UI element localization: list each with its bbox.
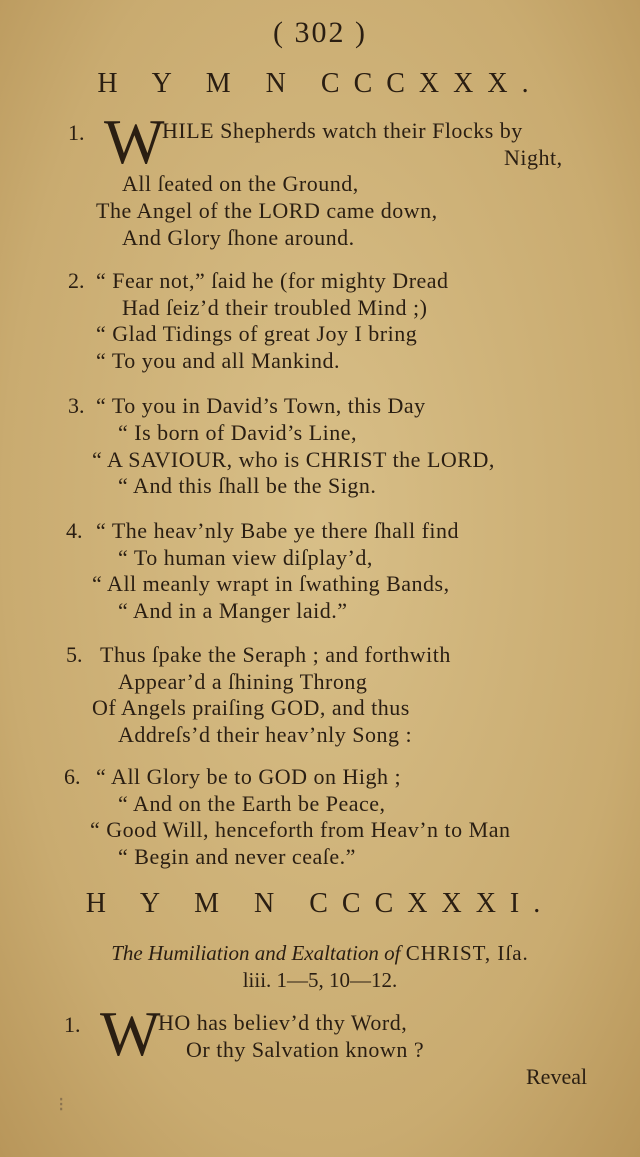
subtitle-italic: The Humiliation and Exaltation of [111, 941, 401, 965]
verse-line: HO has believ’d thy Word, [158, 1010, 408, 1035]
drop-cap: W [100, 998, 161, 1069]
verse-line: All ſeated on the Ground, [122, 171, 359, 196]
hymn-330-title: H Y M N CCCXXX. [97, 68, 543, 99]
verse-line: “ And this ſhall be the Sign. [118, 473, 377, 498]
catchword: Reveal [526, 1064, 588, 1089]
verse-line: “ Good Will, henceforth from Heav’n to Man [90, 817, 511, 842]
verse-line: “ All meanly wrapt in ſwathing Bands, [92, 571, 450, 596]
verse-line: “ Is born of David’s Line, [118, 420, 358, 445]
verse-line: “ A SAVIOUR, who is CHRIST the LORD, [92, 447, 495, 472]
verse-line: “ Fear not,” ſaid he (for mighty Dread [96, 268, 449, 293]
verse-number: 2. [68, 268, 85, 293]
hymn-331-scripture-reference: liii. 1—5, 10—12. [242, 968, 398, 992]
verse-line: Addreſs’d their heav’nly Song : [118, 722, 413, 747]
verse-line: “ And on the Earth be Peace, [118, 791, 386, 816]
verse-line: “ The heav’nly Babe ye there ſhall find [96, 518, 460, 543]
verse-line: Of Angels praiſing GOD, and thus [92, 695, 410, 720]
verse-line: HILE Shepherds watch their Flocks by [162, 118, 523, 143]
drop-cap: W [104, 106, 165, 177]
verse-line: Or thy Salvation known ? [186, 1037, 425, 1062]
verse-line: “ Begin and never ceaſe.” [118, 844, 356, 869]
page-number: ( 302 ) [273, 16, 367, 49]
verse-number: 5. [66, 642, 83, 667]
verse-line: “ To you and all Mankind. [96, 348, 340, 373]
verse-number: 3. [68, 393, 85, 418]
subtitle-roman: CHRIST, Iſa. [405, 941, 529, 965]
verse-number: 1. [68, 120, 85, 145]
verse-line: “ Glad Tidings of great Joy I bring [96, 321, 418, 346]
hymn-331-subtitle [0, 940, 640, 966]
verse-line: “ To you in David’s Town, this Day [96, 393, 426, 418]
verse-line: Had ſeiz’d their troubled Mind ;) [122, 295, 428, 320]
ink-smudge: ⁝ [58, 1094, 65, 1116]
hymn-331-title: H Y M N CCCXXXI. [85, 888, 555, 919]
verse-line: “ And in a Manger laid.” [118, 598, 348, 623]
verse-line: “ To human view diſplay’d, [118, 545, 373, 570]
verse-line: Night, [504, 145, 563, 170]
verse-line: And Glory ſhone around. [122, 225, 355, 250]
verse-line: The Angel of the LORD came down, [96, 198, 438, 223]
verse-number: 1. [64, 1012, 81, 1037]
verse-line: “ All Glory be to GOD on High ; [96, 764, 402, 789]
verse-number: 6. [64, 764, 81, 789]
verse-number: 4. [66, 518, 83, 543]
verse-line: Thus ſpake the Seraph ; and forthwith [100, 642, 451, 667]
verse-line: Appear’d a ſhining Throng [118, 669, 368, 694]
